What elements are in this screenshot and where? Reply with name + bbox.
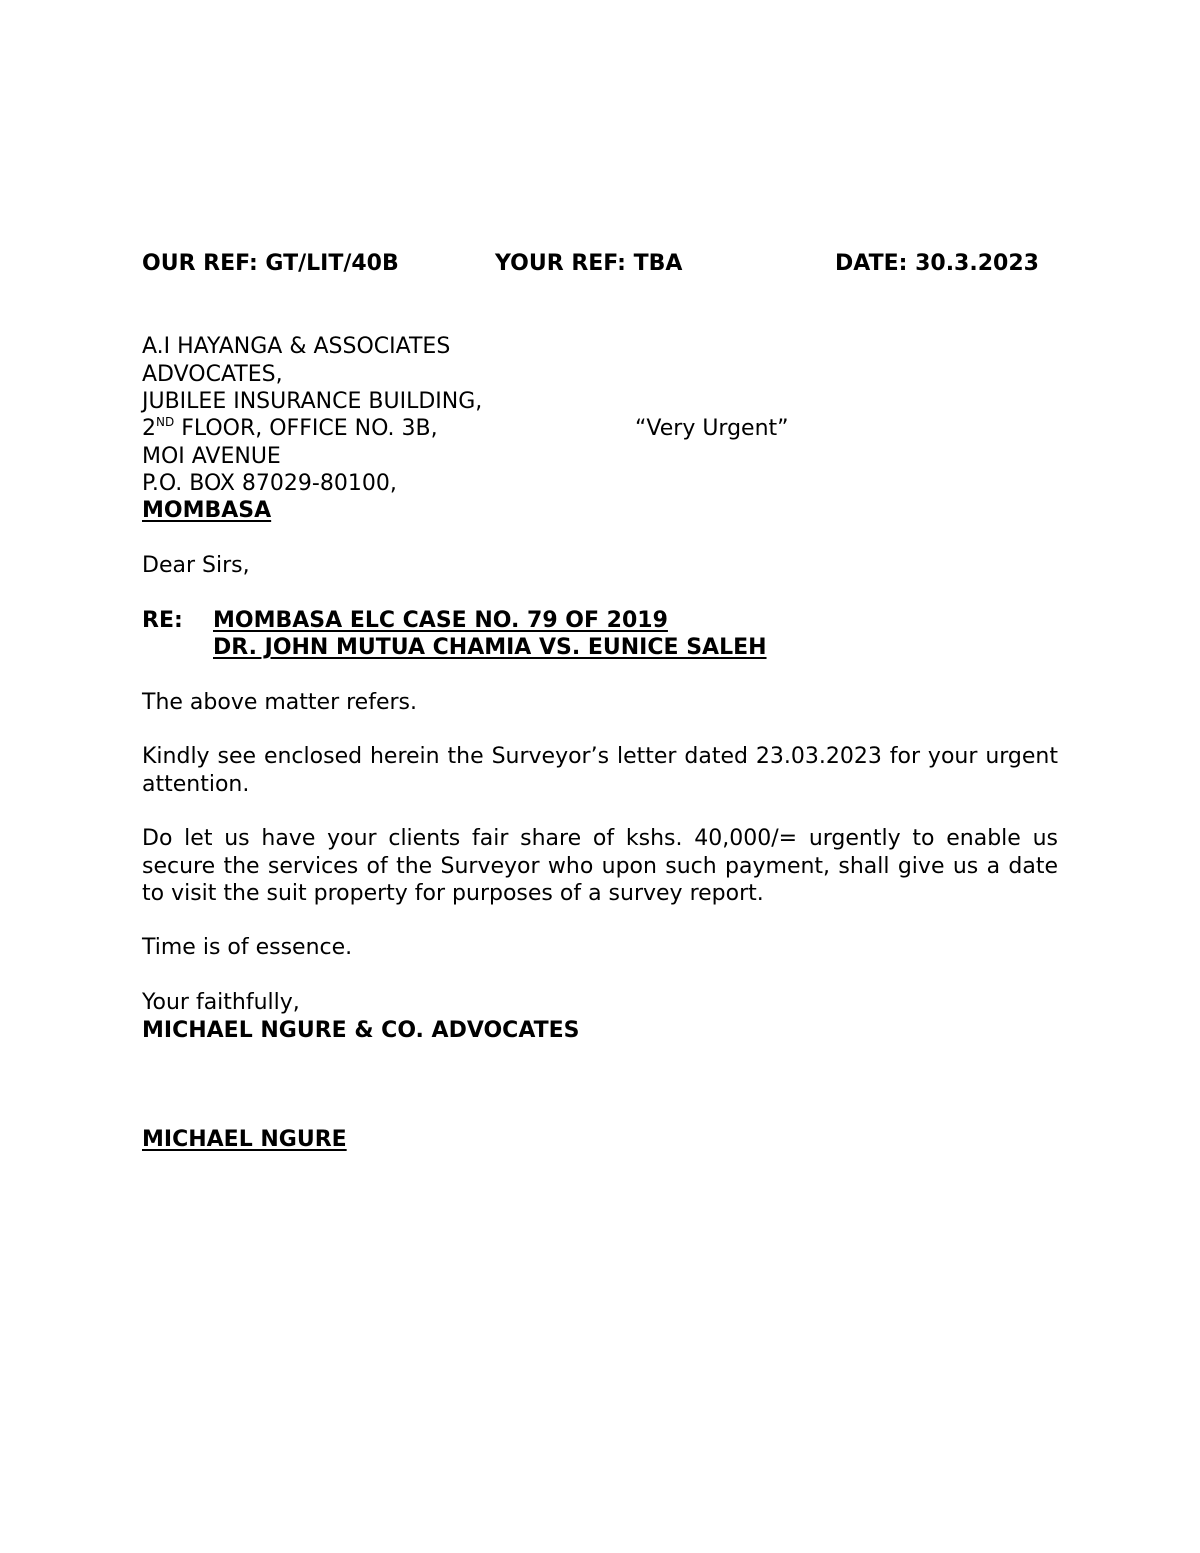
recipient-floor [142,415,438,443]
signatory-name: MICHAEL NGURE [142,1127,347,1152]
subject-label: RE: [142,608,183,633]
letter-date: DATE: 30.3.2023 [835,251,1039,276]
subject-case-number: MOMBASA ELC CASE NO. 79 OF 2019 [213,608,668,633]
subject-parties: DR. JOHN MUTUA CHAMIA VS. EUNICE SALEH [213,635,767,660]
your-reference: YOUR REF: TBA [495,251,683,276]
recipient-name: A.I HAYANGA & ASSOCIATES [142,334,451,359]
salutation: Dear Sirs, [142,553,250,578]
recipient-street: MOI AVENUE [142,444,281,469]
recipient-city: MOMBASA [142,498,272,523]
floor-number: 2 [142,416,156,441]
urgency-note: “Very Urgent” [635,416,789,441]
recipient-building: JUBILEE INSURANCE BUILDING, [142,389,483,414]
body-paragraph-2: Kindly see enclosed herein the Surveyor’s letter dated 23.03.2023 for your urgent attention. [142,744,1058,797]
valediction: Your faithfully, [142,990,300,1015]
our-reference: OUR REF: GT/LIT/40B [142,251,399,276]
floor-office: FLOOR, OFFICE NO. 3B, [174,416,438,441]
body-paragraph-4: Time is of essence. [142,935,353,960]
body-paragraph-3: Do let us have your clients fair share of kshs. 40,000/= urgently to enable us secure the services of the Surveyor who upon such payment, shall give us a date to visit the suit property for purposes of a survey report. [142,826,1058,906]
body-paragraph-1: The above matter refers. [142,690,417,715]
firm-name: MICHAEL NGURE & CO. ADVOCATES [142,1018,580,1043]
recipient-title: ADVOCATES, [142,362,283,387]
floor-ordinal: ND [156,415,175,429]
recipient-po-box: P.O. BOX 87029-80100, [142,471,397,496]
